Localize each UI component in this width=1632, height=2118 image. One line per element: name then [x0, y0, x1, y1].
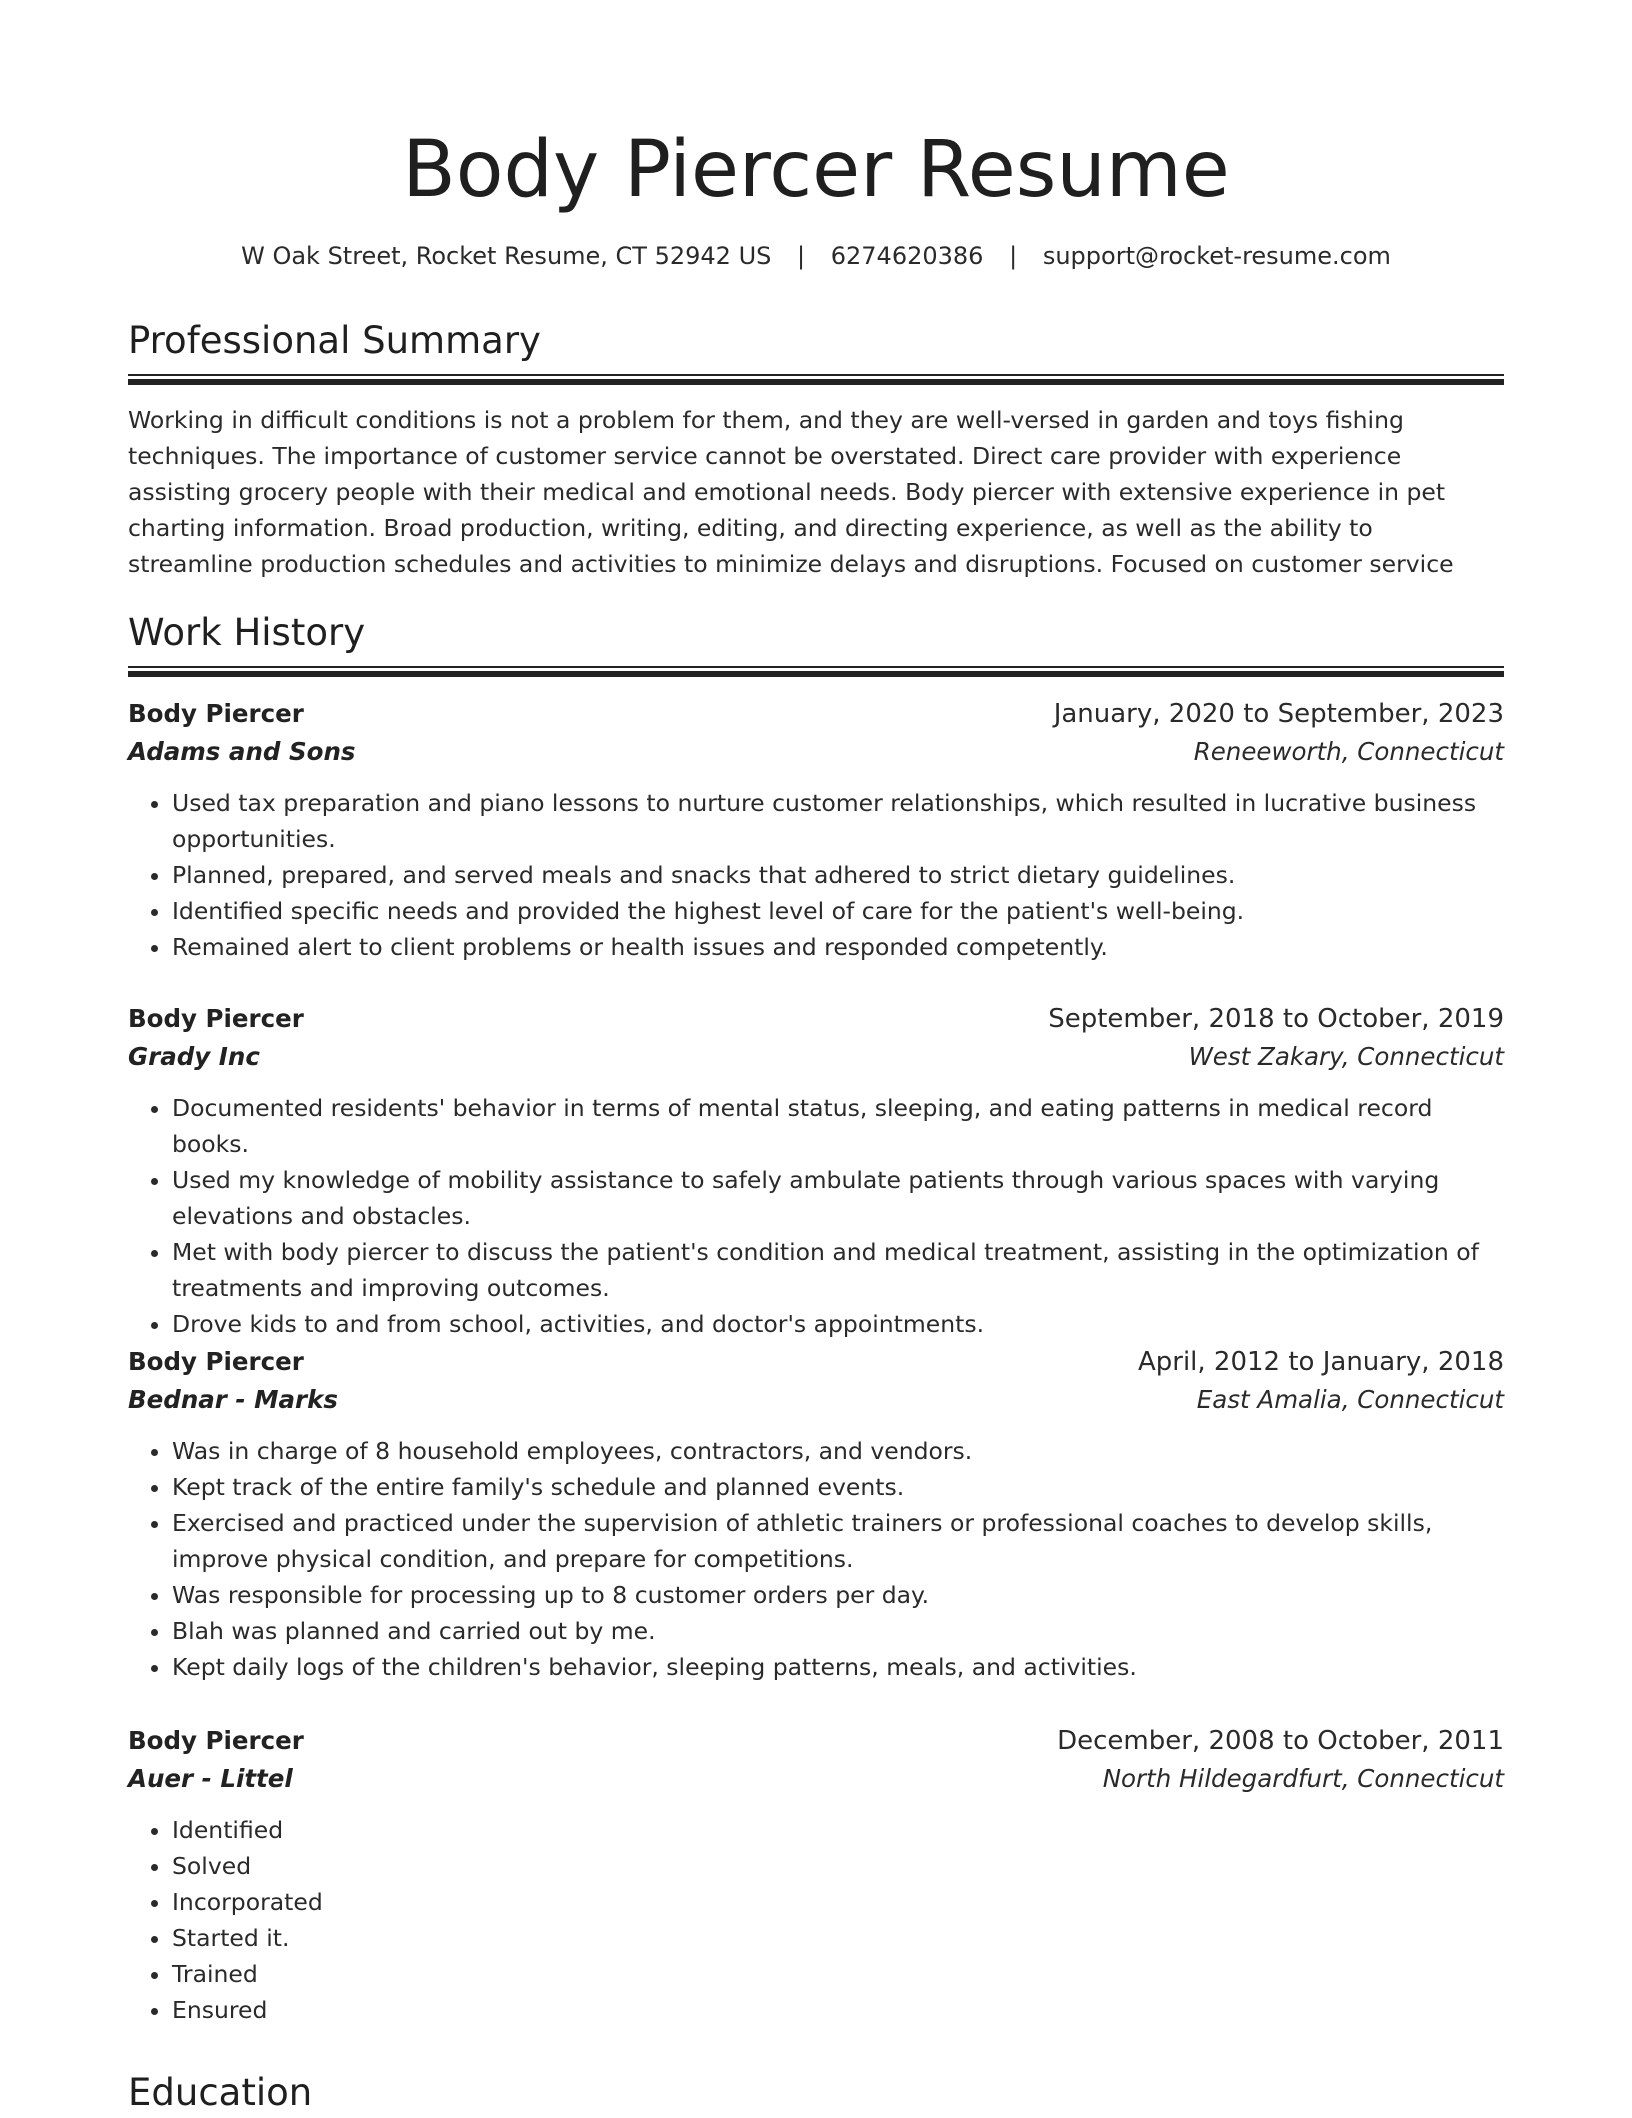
job-company: Grady Inc: [128, 1042, 260, 1071]
list-item: • Used tax preparation and piano lessons to nurture customer relationships, which resulted in lucrative business opportunities.: [172, 785, 1504, 857]
list-item: • Ensured: [172, 1992, 1504, 2028]
job-title: Body Piercer: [128, 1347, 304, 1376]
contact-email: support@rocket-resume.com: [1042, 242, 1391, 270]
job-title: Body Piercer: [128, 699, 304, 728]
job-entry: [128, 695, 1504, 965]
list-item: • Solved: [172, 1848, 1504, 1884]
job-title: Body Piercer: [128, 1004, 304, 1033]
list-item: • Identified: [172, 1812, 1504, 1848]
list-item: • Remained alert to client problems or health issues and responded competently.: [172, 929, 1504, 965]
job-bullets: [128, 1090, 1504, 1342]
resume-title: Body Piercer Resume: [402, 125, 1230, 215]
list-item: • Trained: [172, 1956, 1504, 1992]
list-item: • Was in charge of 8 household employees, contractors, and vendors.: [172, 1433, 1504, 1469]
job-bullets: [128, 1812, 1504, 2028]
list-item: • Was responsible for processing up to 8 customer orders per day.: [172, 1577, 1504, 1613]
job-entry: [128, 1000, 1504, 1342]
section-heading-work-history: Work History: [128, 611, 366, 654]
contact-separator: |: [797, 242, 806, 270]
job-title: Body Piercer: [128, 1726, 304, 1755]
job-dates: April, 2012 to January, 2018: [1137, 1347, 1504, 1377]
job-entry: [128, 1343, 1504, 1685]
list-item: • Planned, prepared, and served meals and snacks that adhered to strict dietary guidelines.: [172, 857, 1504, 893]
job-bullets: [128, 1433, 1504, 1685]
contact-address: W Oak Street, Rocket Resume, CT 52942 US: [241, 242, 772, 270]
list-item: • Identified specific needs and provided the highest level of care for the patient's well-being.: [172, 893, 1504, 929]
list-item: • Kept daily logs of the children's behavior, sleeping patterns, meals, and activities.: [172, 1649, 1504, 1685]
job-location: West Zakary, Connecticut: [1188, 1042, 1504, 1071]
job-company: Adams and Sons: [128, 737, 356, 766]
job-entry: [128, 1722, 1504, 2028]
section-heading-education: Education: [128, 2071, 313, 2114]
list-item: • Incorporated: [172, 1884, 1504, 1920]
job-location: Reneeworth, Connecticut: [1193, 737, 1504, 766]
contact-line: [128, 236, 1504, 276]
list-item: • Exercised and practiced under the supervision of athletic trainers or professional coaches to develop skills, improve physical condition, and prepare for competitions.: [172, 1505, 1504, 1577]
list-item: • Started it.: [172, 1920, 1504, 1956]
list-item: • Drove kids to and from school, activities, and doctor's appointments.: [172, 1306, 1504, 1342]
job-bullets: [128, 785, 1504, 965]
list-item: • Blah was planned and carried out by me.: [172, 1613, 1504, 1649]
job-dates: December, 2008 to October, 2011: [1057, 1726, 1504, 1756]
list-item: • Kept track of the entire family's schedule and planned events.: [172, 1469, 1504, 1505]
job-company: Bednar - Marks: [128, 1385, 338, 1414]
contact-phone: 6274620386: [830, 242, 984, 270]
list-item: • Used my knowledge of mobility assistance to safely ambulate patients through various spaces with varying elevations and obstacles.: [172, 1162, 1504, 1234]
list-item: • Documented residents' behavior in terms of mental status, sleeping, and eating patterns in medical record books.: [172, 1090, 1504, 1162]
job-dates: September, 2018 to October, 2019: [1048, 1004, 1504, 1034]
contact-separator: |: [1009, 242, 1018, 270]
job-location: East Amalia, Connecticut: [1196, 1385, 1504, 1414]
job-company: Auer - Littel: [128, 1764, 293, 1793]
list-item: • Met with body piercer to discuss the patient's condition and medical treatment, assisting in the optimization of treatments and improving outcomes.: [172, 1234, 1504, 1306]
section-heading-summary: Professional Summary: [128, 319, 541, 362]
section-divider: [128, 666, 1504, 677]
job-location: North Hildegardfurt, Connecticut: [1102, 1764, 1504, 1793]
summary-text: Working in difficult conditions is not a problem for them, and they are well-versed in garden and toys fishing techniques. The importance of customer service cannot be overstated. Direct care provider with experience assisting grocery people with their medical and emotional needs. Body piercer with extensive experience in pet charting information. Broad production, writing, editing, and directing experience, as well as the ability to streamline production schedules and activities to minimize delays and disruptions. Focused on customer service: [128, 406, 1454, 578]
section-divider: [128, 374, 1504, 385]
job-dates: January, 2020 to September, 2023: [1053, 699, 1504, 729]
